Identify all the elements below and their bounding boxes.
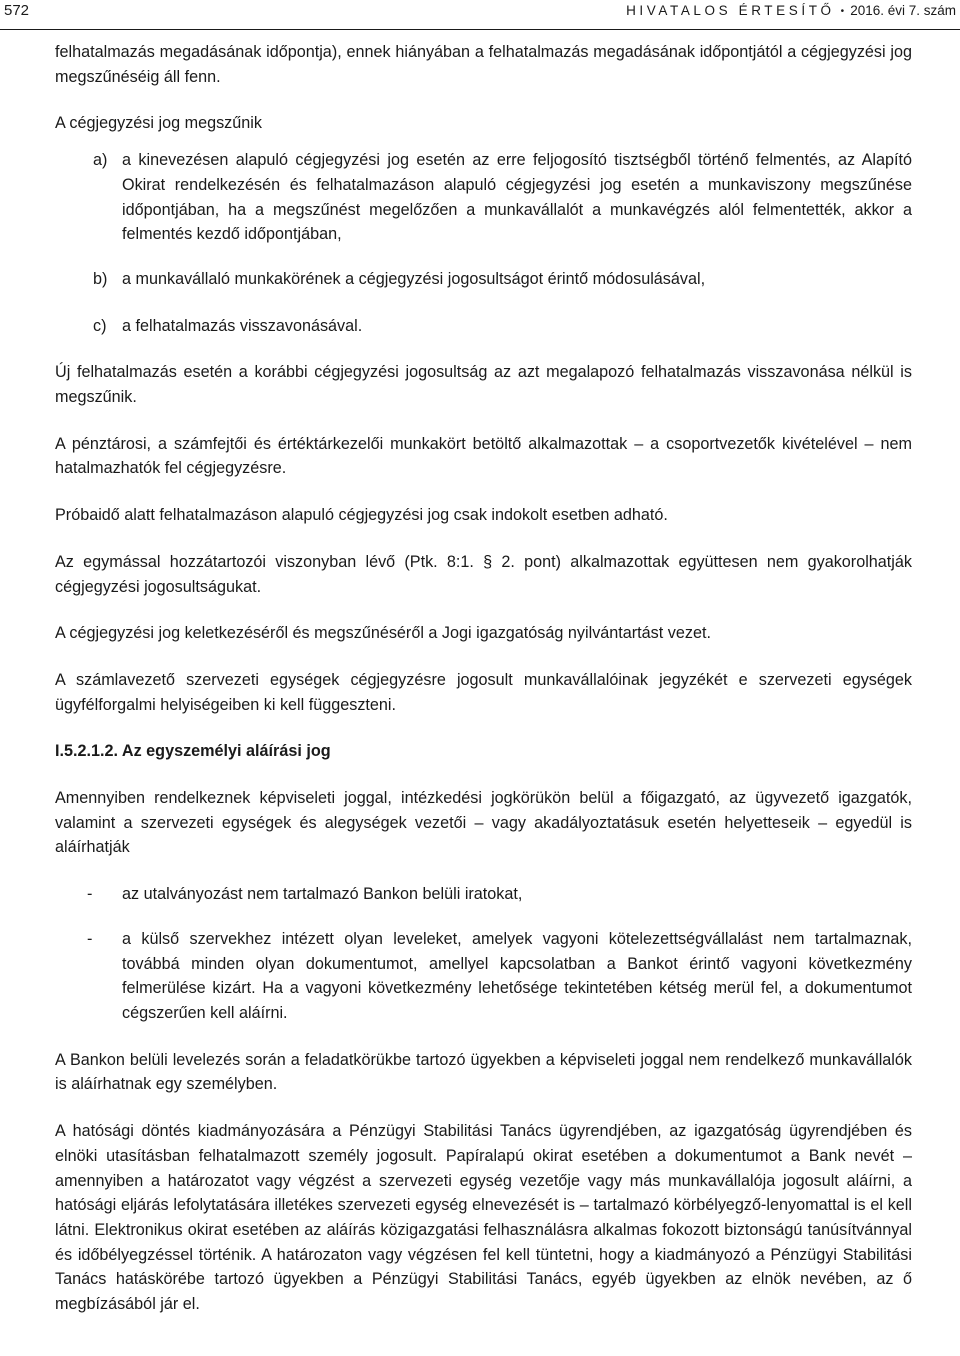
- paragraph-continued: felhatalmazás megadásának időpontja), ennek hiányában a felhatalmazás megadásának időpontjától a cégjegyzési jog megszűnéséig áll fenn.: [55, 43, 912, 86]
- dash-marker: -: [87, 885, 93, 904]
- paragraph-signature-list: A számlavezető szervezeti egységek cégjegyzésre jogosult munkavállalóinak jegyzékét e szervezeti egységek ügyfélforgalmi helyiségeiben ki kell függeszteni.: [55, 670, 912, 714]
- paragraph-probation: Próbaidő alatt felhatalmazáson alapuló cégjegyzési jog csak indokolt esetben adható.: [55, 506, 668, 525]
- list-marker: c): [93, 316, 107, 335]
- list-marker: b): [93, 269, 108, 288]
- paragraph-related-persons: Az egymással hozzátartozói viszonyban lévő (Ptk. 8:1. § 2. pont) alkalmazottak együttesen nem gyakorolhatják cégjegyzési jogosultságukat.: [55, 552, 912, 596]
- list-item-b: [55, 267, 912, 292]
- list-marker: a): [93, 151, 108, 170]
- list-item-c: [55, 314, 912, 339]
- dash-item-text: a külső szervekhez intézett olyan leveleket, amelyek vagyoni kötelezettségvállalást nem tartalmaznak, továbbá minden olyan dokumentumot, amellyel kapcsolatban a Bankot érintő vagyoni következmény felmerülése kizárt. Ha a vagyoni következmény lehetősége tekintetében kétség merül fel, a dokumentumot cégszerűen kell aláírni.: [122, 929, 912, 1022]
- list-item-text: a kinevezésen alapuló cégjegyzési jog esetén az erre feljogosító tisztségből történő felmentés, az Alapító Okirat rendelkezésén és felhatalmazáson alapuló cégjegyzési jog esetén a munkaviszony megszűnése időpontjában, ha a megszűnést megelőzően a munkavállalót a munkavégzés alól felmentették, akkor a felmentés kezdő időpontjában,: [122, 151, 912, 244]
- running-title: [626, 3, 956, 18]
- dash-item-2: [55, 927, 912, 1026]
- paragraph-representation: Amennyiben rendelkeznek képviseleti joggal, intézkedési jogkörükön belül a főigazgató, az ügyvezető igazgatók, valamint a szervezeti egységek és alegységek vezetői – vagy akadályoztatásuk esetén helyetteseik – egyedül is aláírhatják: [55, 789, 912, 857]
- header-bullet: •: [840, 6, 845, 17]
- paragraph-termination-intro: A cégjegyzési jog megszűnik: [55, 114, 262, 133]
- paragraph-authority-decision: A hatósági döntés kiadmányozására a Pénzügyi Stabilitási Tanács ügyrendjében, az igazgatóság ügyrendjében és elnöki utasításban felhatalmazott személy jogosult. Papíralapú okirat esetében a dokumentumot a Bank nevét – amennyiben a határozatot vagy végzést a szervezeti egység vezetője vagy más munkavállalója jogosult aláírni, a hatósági eljárás lefolytatására illetékes szervezeti egység elnevezését is – tartalmazó körbélyegző-lenyomattal is el kell látni. Elektronikus okirat esetében az aláírás közigazgatási felhasználásra alkalmas fokozott biztonságú tanúsítvánnyal és időbélyegzéssel történik. A határozaton vagy végzésen fel kell tüntetni, hogy a kiadmányozó a Pénzügyi Stabilitási Tanács hatáskörébe tartozó ügyekben a Pénzügyi Stabilitási Tanács, egyéb ügyekben az elnök nevében, az ő megbízásából jár el.: [55, 1122, 912, 1314]
- page-number: 572: [4, 2, 30, 19]
- document-body: [55, 40, 912, 1339]
- paragraph-new-authorization: Új felhatalmazás esetén a korábbi cégjegyzési jogosultság az azt megalapozó felhatalmazás visszavonása nélkül is megszűnik.: [55, 363, 912, 407]
- paragraph-cashier: A pénztárosi, a számfejtői és értéktárkezelői munkakört betöltő alkalmazottak – a csoportvezetők kivételével – nem hatalmazhatók fel cégjegyzésre.: [55, 434, 912, 478]
- issue-label: 2016. évi 7. szám: [850, 3, 956, 18]
- list-item-a: [55, 148, 912, 247]
- section-heading: I.5.2.1.2. Az egyszemélyi aláírási jog: [55, 742, 331, 761]
- page-header: [0, 0, 960, 30]
- list-item-text: a felhatalmazás visszavonásával.: [122, 316, 363, 335]
- dash-item-text: az utalványozást nem tartalmazó Bankon belüli iratokat,: [122, 885, 523, 904]
- dash-marker: -: [87, 929, 93, 948]
- dash-item-1: [55, 882, 912, 907]
- publication-title: HIVATALOS ÉRTESÍTŐ: [626, 3, 835, 18]
- list-item-text: a munkavállaló munkakörének a cégjegyzési jogosultságot érintő módosulásával,: [122, 269, 706, 288]
- paragraph-records: A cégjegyzési jog keletkezéséről és megszűnéséről a Jogi igazgatóság nyilvántartást vezet.: [55, 624, 711, 643]
- paragraph-internal-mail: A Bankon belüli levelezés során a feladatkörükbe tartozó ügyekben a képviseleti joggal nem rendelkező munkavállalók is aláírhatnak egy személyben.: [55, 1050, 912, 1094]
